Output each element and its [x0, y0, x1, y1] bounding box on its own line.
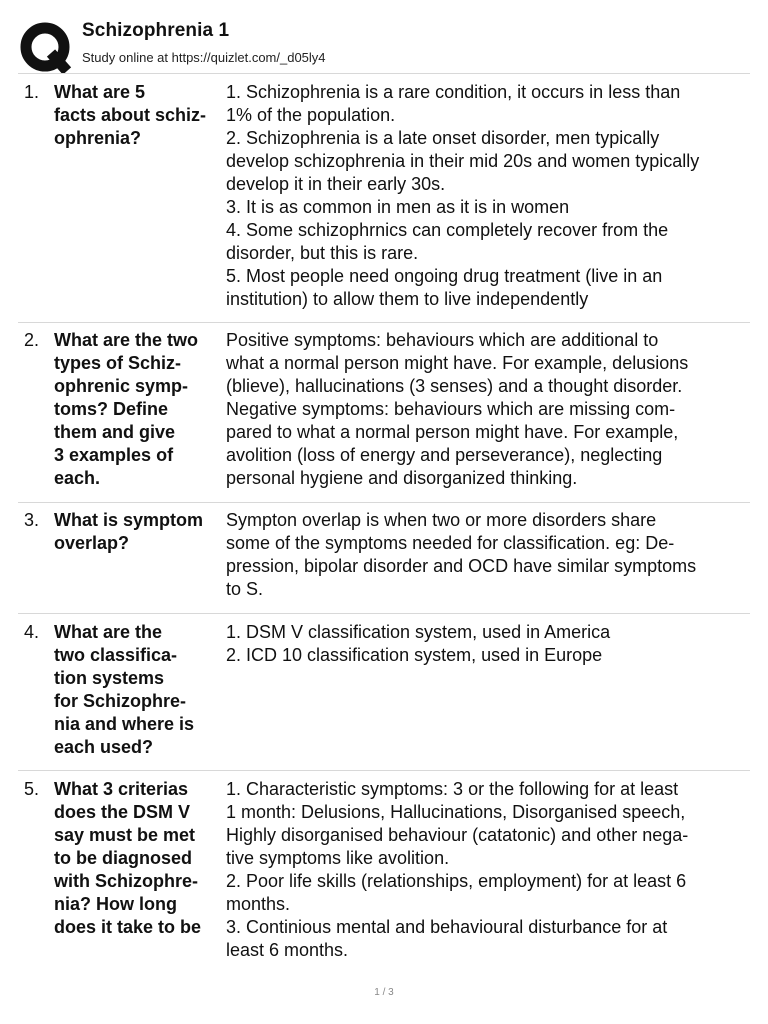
divider: [18, 322, 750, 323]
card-definition: 1. Schizophrenia is a rare condition, it occurs in less than 1% of the population. 2. Schizophrenia is a late onset disorder, men typically develop schizophrenia in their mid 20s and women typically develop it in their early 30s. 3. It is as common in men as it is in women 4. Some schizophrnics can completely recover from the disorder, but this is rare. 5. Most people need ongoing drug treatment (live in an institution) to allow them to live independently: [226, 82, 700, 309]
quizlet-logo-icon: [20, 22, 72, 74]
card-number: 1.: [24, 82, 40, 102]
card-term: What 3 criterias does the DSM V say must be met to be diagnosed with Schizophre- nia? How long does it take to be: [54, 779, 202, 937]
card-number: 2.: [24, 330, 40, 350]
divider: [18, 502, 750, 503]
divider: [18, 770, 750, 771]
card-number: 4.: [24, 622, 40, 642]
card-definition: Sympton overlap is when two or more disorders share some of the symptoms needed for classification. eg: De- pression, bipolar disorder and OCD have similar symptoms to S.: [226, 510, 697, 599]
study-link[interactable]: Study online at https://quizlet.com/_d05ly4: [82, 50, 326, 65]
card-term: What are the two types of Schiz- ophrenic symp- toms? Define them and give 3 examples of each.: [54, 330, 199, 488]
card-term: What are 5 facts about schiz- ophrenia?: [54, 82, 207, 148]
card-number: 5.: [24, 779, 40, 799]
page-number: 1 / 3: [374, 987, 394, 998]
card-term: What are the two classifica- tion systems for Schizophre- nia and where is each used?: [54, 622, 195, 757]
divider: [18, 613, 750, 614]
card-term: What is symptom overlap?: [54, 510, 204, 553]
card-definition: 1. DSM V classification system, used in America 2. ICD 10 classification system, used in Europe: [226, 622, 611, 665]
divider: [18, 73, 750, 74]
card-definition: Positive symptoms: behaviours which are additional to what a normal person might have. For example, delusions (blieve), hallucinations (3 senses) and a thought disorder. Negative symptoms: behaviours which are missing com- pared to what a normal person might have. For example, avolition (loss of energy and perseverance), neglecting personal hygiene and disorganized thinking.: [226, 330, 689, 488]
card-number: 3.: [24, 510, 40, 530]
header: [18, 18, 750, 74]
page-title: Schizophrenia 1: [82, 20, 230, 41]
card-definition: 1. Characteristic symptoms: 3 or the following for at least 1 month: Delusions, Hallucinations, Disorganised speech, Highly disorganised behaviour (catatonic) and other nega- tive symptoms like avolition. 2. Poor life skills (relationships, employment) for at least 6 months. 3. Continious mental and behavioural disturbance for at least 6 months.: [226, 779, 689, 960]
